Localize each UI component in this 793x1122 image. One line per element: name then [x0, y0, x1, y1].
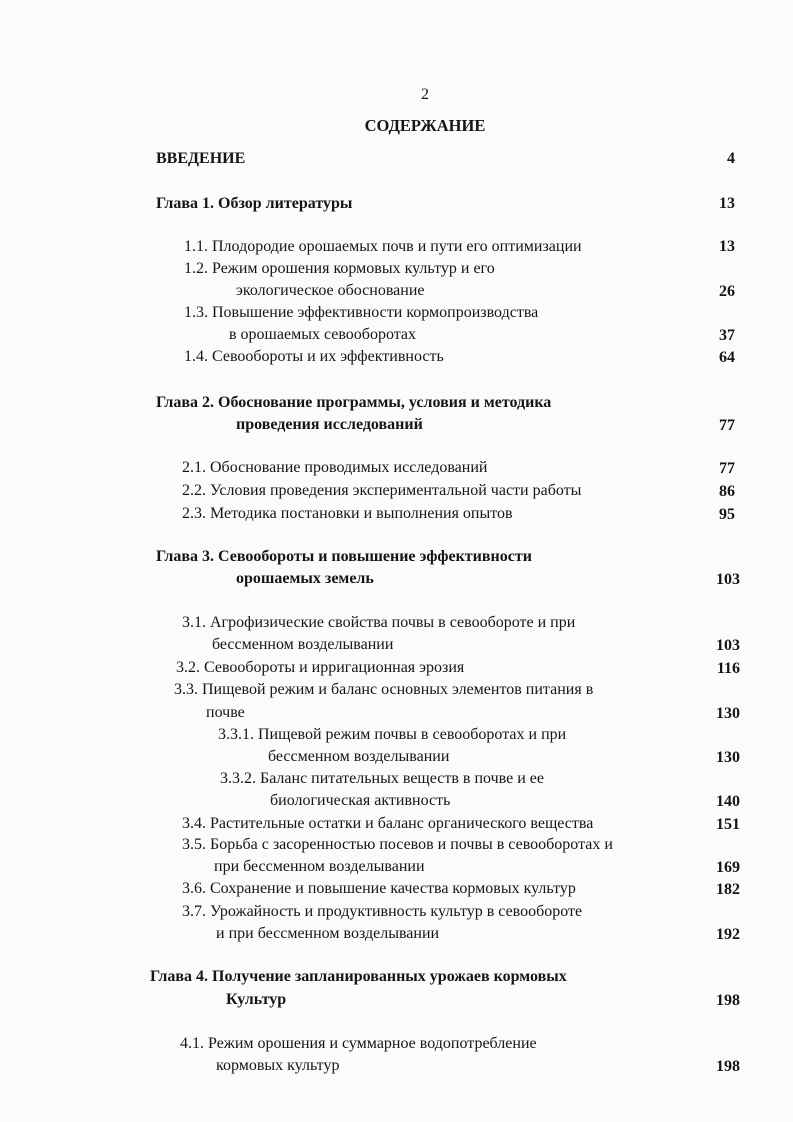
- toc-item-3-3-2-page: 140: [716, 793, 740, 810]
- toc-item-3-7: 3.7. Урожайность и продуктивность культур в севообороте: [182, 903, 583, 920]
- toc-item-1-4: 1.4. Севообороты и их эффективность: [184, 348, 444, 365]
- toc-intro-label: ВВЕДЕНИЕ: [156, 150, 246, 167]
- toc-item-4-1-cont: кормовых культур: [216, 1057, 340, 1074]
- toc-item-4-1: 4.1. Режим орошения и суммарное водопотребление: [180, 1035, 537, 1052]
- chapter2-heading-cont: проведения исследований: [236, 416, 423, 433]
- chapter1-heading: Глава 1. Обзор литературы: [156, 195, 353, 212]
- toc-item-1-3: 1.3. Повышение эффективности кормопроизводства: [184, 304, 539, 321]
- toc-item-3-3-cont: почве: [206, 704, 245, 721]
- toc-item-3-2-page: 116: [716, 660, 740, 677]
- chapter2-heading: Глава 2. Обоснование программы, условия и методика: [156, 394, 552, 411]
- toc-item-4-1-page: 198: [716, 1058, 740, 1075]
- chapter4-heading-cont: Культур: [226, 991, 287, 1008]
- chapter4-page: 198: [716, 992, 740, 1009]
- toc-item-3-3-page: 130: [716, 705, 740, 722]
- toc-item-3-3-2-cont: биологическая активность: [270, 792, 451, 809]
- toc-item-3-7-cont: и при бессменном возделывании: [216, 925, 440, 942]
- chapter3-heading-cont: орошаемых земель: [236, 570, 374, 587]
- toc-item-2-1: 2.1. Обоснование проводимых исследований: [182, 459, 488, 476]
- toc-item-3-3-1: 3.3.1. Пищевой режим почвы в севооборотах и при: [218, 726, 567, 743]
- toc-item-3-4-page: 151: [716, 816, 740, 833]
- toc-intro-page: 4: [727, 150, 735, 167]
- toc-item-3-5-cont: при бессменном возделывании: [214, 858, 425, 875]
- toc-item-1-1-page: 13: [719, 238, 735, 255]
- toc-item-2-3-page: 95: [719, 506, 735, 523]
- toc-item-1-3-page: 37: [719, 327, 735, 344]
- toc-item-3-7-page: 192: [716, 926, 740, 943]
- toc-item-3-3-1-page: 130: [716, 749, 740, 766]
- toc-item-3-5: 3.5. Борьба с засоренностью посевов и почвы в севооборотах и: [182, 836, 613, 853]
- chapter2-page: 77: [719, 417, 735, 434]
- page-title: СОДЕРЖАНИЕ: [364, 116, 486, 135]
- toc-item-3-1-page: 103: [716, 637, 740, 654]
- toc-item-3-3: 3.3. Пищевой режим и баланс основных элементов питания в: [174, 681, 594, 698]
- chapter1-page: 13: [719, 195, 735, 212]
- page-number: 2: [421, 86, 429, 103]
- toc-item-3-1-cont: бессменном возделывании: [212, 636, 394, 653]
- toc-item-1-4-page: 64: [719, 349, 735, 366]
- toc-item-1-2-page: 26: [719, 283, 735, 300]
- toc-item-1-1: 1.1. Плодородие орошаемых почв и пути его оптимизации: [184, 238, 582, 255]
- toc-item-1-2: 1.2. Режим орошения кормовых культур и его: [184, 260, 495, 277]
- toc-item-3-4: 3.4. Растительные остатки и баланс органического вещества: [182, 815, 594, 832]
- chapter3-heading: Глава 3. Севообороты и повышение эффективности: [156, 548, 532, 565]
- toc-item-3-6: 3.6. Сохранение и повышение качества кормовых культур: [182, 880, 576, 897]
- toc-item-3-3-1-cont: бессменном возделывании: [268, 748, 450, 765]
- toc-item-3-1: 3.1. Агрофизические свойства почвы в севообороте и при: [182, 614, 576, 631]
- toc-item-2-2: 2.2. Условия проведения экспериментальной части работы: [182, 482, 582, 499]
- toc-item-1-3-cont: в орошаемых севооборотах: [229, 326, 417, 343]
- toc-item-3-3-2: 3.3.2. Баланс питательных веществ в почве и ее: [220, 770, 544, 787]
- toc-item-3-6-page: 182: [716, 881, 740, 898]
- toc-item-2-1-page: 77: [719, 460, 735, 477]
- toc-item-3-5-page: 169: [716, 859, 740, 876]
- chapter4-heading: Глава 4. Получение запланированных урожаев кормовых: [150, 968, 567, 985]
- chapter3-page: 103: [716, 571, 740, 588]
- toc-item-1-2-cont: экологическое обоснование: [236, 282, 425, 299]
- toc-item-2-3: 2.3. Методика постановки и выполнения опытов: [182, 505, 513, 522]
- toc-item-2-2-page: 86: [719, 483, 735, 500]
- toc-item-3-2: 3.2. Севообороты и ирригационная эрозия: [176, 659, 465, 676]
